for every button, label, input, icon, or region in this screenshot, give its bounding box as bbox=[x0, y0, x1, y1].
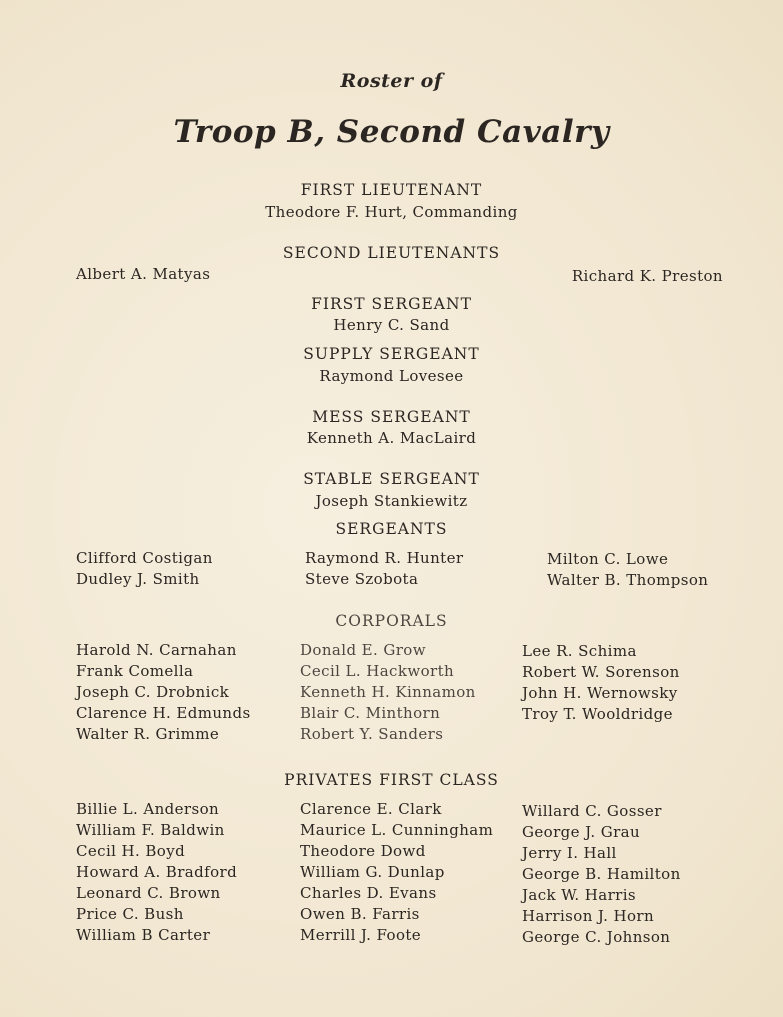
roster-name: Clifford Costigan bbox=[76, 549, 213, 567]
roster-name: Harold N. Carnahan bbox=[76, 641, 237, 659]
roster-name: George B. Hamilton bbox=[522, 865, 681, 883]
sergeants-heading: SERGEANTS bbox=[335, 520, 448, 538]
roster-name: Walter R. Grimme bbox=[76, 725, 220, 743]
stable-sergeant-name: Joseph Stankiewitz bbox=[315, 492, 468, 510]
roster-name: Joseph C. Drobnick bbox=[76, 683, 230, 701]
mess-sergeant-name: Kenneth A. MacLaird bbox=[306, 429, 477, 447]
roster-name: Maurice L. Cunningham bbox=[300, 821, 494, 839]
roster-of-title: Roster of bbox=[340, 70, 443, 92]
roster-name: Walter B. Thompson bbox=[547, 571, 709, 589]
roster-name: William F. Baldwin bbox=[76, 821, 225, 839]
roster-name: Clarence E. Clark bbox=[300, 800, 442, 818]
second-lieutenant-right: Richard K. Preston bbox=[571, 267, 723, 285]
supply-sergeant-name: Raymond Lovesee bbox=[319, 367, 464, 385]
first-sergeant-heading: FIRST SERGEANT bbox=[311, 295, 472, 313]
corporals-heading: CORPORALS bbox=[335, 612, 448, 630]
roster-name: George C. Johnson bbox=[522, 928, 671, 946]
roster-name: Dudley J. Smith bbox=[76, 570, 200, 588]
roster-name: Troy T. Wooldridge bbox=[522, 705, 673, 723]
corporals-col3 bbox=[522, 641, 680, 725]
sergeants-col2 bbox=[305, 548, 463, 590]
roster-name: Merrill J. Foote bbox=[300, 926, 422, 944]
roster-name: Lee R. Schima bbox=[522, 642, 637, 660]
first-lieutenant-name: Theodore F. Hurt, Commanding bbox=[265, 203, 518, 221]
roster-name: Clarence H. Edmunds bbox=[76, 704, 251, 722]
roster-name: Frank Comella bbox=[76, 662, 194, 680]
roster-name: Jerry I. Hall bbox=[522, 844, 617, 862]
roster-name: Charles D. Evans bbox=[300, 884, 437, 902]
roster-name: George J. Grau bbox=[522, 823, 641, 841]
roster-name: Blair C. Minthorn bbox=[300, 704, 441, 722]
troop-title: Troop B, Second Cavalry bbox=[173, 114, 610, 150]
roster-name: Owen B. Farris bbox=[300, 905, 420, 923]
stable-sergeant-heading: STABLE SERGEANT bbox=[303, 470, 480, 488]
sergeants-col1 bbox=[76, 548, 213, 590]
roster-name: Cecil L. Hackworth bbox=[300, 662, 455, 680]
roster-name: Howard A. Bradford bbox=[76, 863, 238, 881]
roster-name: Leonard C. Brown bbox=[76, 884, 221, 902]
second-lieutenant-left: Albert A. Matyas bbox=[76, 265, 211, 283]
roster-name: Steve Szobota bbox=[305, 570, 419, 588]
roster-name: John H. Wernowsky bbox=[522, 684, 678, 702]
privates-first-class-heading: PRIVATES FIRST CLASS bbox=[284, 771, 499, 789]
roster-name: Robert W. Sorenson bbox=[522, 663, 680, 681]
first-lieutenant-heading: FIRST LIEUTENANT bbox=[300, 181, 483, 199]
roster-name: Kenneth H. Kinnamon bbox=[300, 683, 476, 701]
supply-sergeant-heading: SUPPLY SERGEANT bbox=[303, 345, 480, 363]
roster-name: Willard C. Gosser bbox=[522, 802, 662, 820]
privates-col2 bbox=[300, 799, 493, 946]
second-lieutenants-heading: SECOND LIEUTENANTS bbox=[282, 244, 501, 262]
roster-name: Cecil H. Boyd bbox=[76, 842, 186, 860]
mess-sergeant-heading: MESS SERGEANT bbox=[312, 408, 471, 426]
privates-col1 bbox=[76, 799, 237, 946]
roster-name: Theodore Dowd bbox=[300, 842, 426, 860]
roster-name: Robert Y. Sanders bbox=[300, 725, 444, 743]
roster-name: Price C. Bush bbox=[76, 905, 184, 923]
roster-name: William B Carter bbox=[76, 926, 211, 944]
roster-name: Donald E. Grow bbox=[300, 641, 426, 659]
sergeants-col3 bbox=[547, 549, 708, 591]
roster-name: Billie L. Anderson bbox=[76, 800, 220, 818]
roster-name: Harrison J. Horn bbox=[522, 907, 655, 925]
roster-name: Raymond R. Hunter bbox=[305, 549, 464, 567]
first-sergeant-name: Henry C. Sand bbox=[333, 316, 450, 334]
roster-name: Milton C. Lowe bbox=[547, 550, 669, 568]
corporals-col1 bbox=[76, 640, 251, 745]
roster-name: William G. Dunlap bbox=[300, 863, 445, 881]
roster-name: Jack W. Harris bbox=[522, 886, 637, 904]
corporals-col2 bbox=[300, 640, 476, 745]
privates-col3 bbox=[522, 801, 681, 948]
